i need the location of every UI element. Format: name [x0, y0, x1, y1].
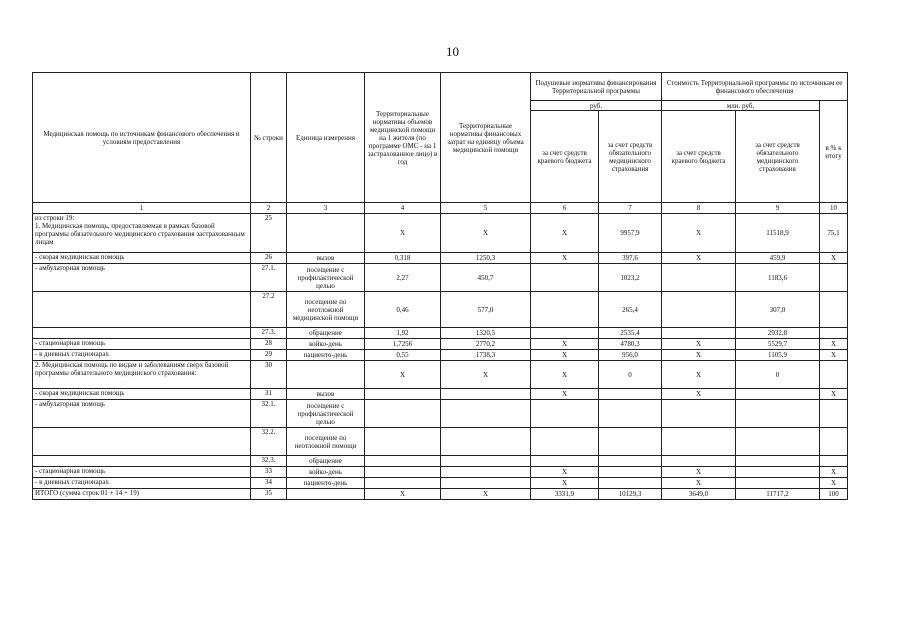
column-number: 4: [365, 203, 441, 214]
row-number: 35: [251, 489, 287, 500]
cell-c5: 1250,3: [441, 253, 531, 264]
row-number: 32.3.: [251, 456, 287, 467]
row-unit: пациенто-день: [287, 350, 365, 361]
cell-c6: [531, 328, 599, 339]
column-number: 7: [599, 203, 662, 214]
row-unit: посещение с профилактической целью: [287, 400, 365, 428]
header-per-capita-group: Подушевые нормативы финансирования Территориальной программы: [531, 73, 662, 101]
cell-c9: [736, 400, 820, 428]
cell-c9: 459,9: [736, 253, 820, 264]
cell-c4: Х: [365, 489, 441, 500]
table-row: [33, 350, 848, 361]
cell-c8: [662, 400, 736, 428]
cell-c6: [531, 428, 599, 456]
cell-c10: [820, 400, 848, 428]
cell-c7: 397,6: [599, 253, 662, 264]
cell-c8: Х: [662, 361, 736, 389]
row-label: - скорая медицинская помощь: [33, 389, 251, 400]
column-number: 10: [820, 203, 848, 214]
row-label: ИТОГО (сумма строк 01 + 14 + 19): [33, 489, 251, 500]
column-number: 5: [441, 203, 531, 214]
cell-c4: [365, 456, 441, 467]
row-number: 29: [251, 350, 287, 361]
header-cost-norm: Территориальные нормативы финансовых затрат на единицу объема медицинской помощи: [441, 73, 531, 203]
row-label: [33, 456, 251, 467]
cell-c6: Х: [531, 253, 599, 264]
header-row-number: № строки: [251, 73, 287, 203]
table-row: [33, 428, 848, 456]
header-unit: Единица измерения: [287, 73, 365, 203]
cell-c7: 956,0: [599, 350, 662, 361]
row-label: [33, 292, 251, 328]
row-unit: [287, 489, 365, 500]
cell-c10: [820, 361, 848, 389]
cell-c6: Х: [531, 478, 599, 489]
row-number: 34: [251, 478, 287, 489]
cell-c10: [820, 456, 848, 467]
row-unit: посещение с профилактической целью: [287, 264, 365, 292]
table-row: [33, 361, 848, 389]
column-number: 6: [531, 203, 599, 214]
header-cost-group: Стоимость Территориальной программы по источникам ее финансового обеспечения: [662, 73, 848, 101]
cell-c7: 10129,3: [599, 489, 662, 500]
cell-c5: Х: [441, 214, 531, 253]
cell-c4: Х: [365, 214, 441, 253]
table-row: [33, 339, 848, 350]
row-unit: обращение: [287, 456, 365, 467]
cell-c7: [599, 400, 662, 428]
row-label: - стационарная помощь: [33, 467, 251, 478]
cell-c6: Х: [531, 361, 599, 389]
row-number: 28: [251, 339, 287, 350]
cell-c8: Х: [662, 339, 736, 350]
cell-c10: [820, 428, 848, 456]
cell-c8: Х: [662, 253, 736, 264]
cell-c8: Х: [662, 467, 736, 478]
cell-c8: Х: [662, 214, 736, 253]
cell-c5: 450,7: [441, 264, 531, 292]
row-number: 30: [251, 361, 287, 389]
row-number: 27.3.: [251, 328, 287, 339]
row-unit: койко-день: [287, 339, 365, 350]
cell-c10: 75,1: [820, 214, 848, 253]
cell-c9: [736, 467, 820, 478]
row-unit: пациенто-день: [287, 478, 365, 489]
row-label: 2. Медицинская помощь по видам и заболеваниям сверх базовой программы обязательного медицинского страхования:: [33, 361, 251, 389]
row-number: 26: [251, 253, 287, 264]
row-label: - в дневных стационарах: [33, 478, 251, 489]
table-row: [33, 253, 848, 264]
row-number: 25: [251, 214, 287, 253]
cell-c10: Х: [820, 467, 848, 478]
cell-c6: [531, 456, 599, 467]
cell-c7: 265,4: [599, 292, 662, 328]
row-unit: [287, 361, 365, 389]
cell-c8: [662, 292, 736, 328]
row-unit: обращение: [287, 328, 365, 339]
table-body: [33, 214, 848, 500]
row-number: 27.2: [251, 292, 287, 328]
row-unit: посещение по неотложной медицинской помощи: [287, 292, 365, 328]
column-number: 2: [251, 203, 287, 214]
row-number: 31: [251, 389, 287, 400]
column-number: 9: [736, 203, 820, 214]
row-label: [33, 428, 251, 456]
cell-c9: 0: [736, 361, 820, 389]
cell-c9: [736, 389, 820, 400]
cell-c5: 1320,5: [441, 328, 531, 339]
cell-c4: 2,27: [365, 264, 441, 292]
cell-c10: Х: [820, 350, 848, 361]
table-row: [33, 264, 848, 292]
table-row: [33, 328, 848, 339]
cell-c4: [365, 467, 441, 478]
row-label: - амбулаторная помощь: [33, 264, 251, 292]
cell-c4: [365, 400, 441, 428]
cell-c10: 100: [820, 489, 848, 500]
cell-c6: Х: [531, 350, 599, 361]
column-number: 3: [287, 203, 365, 214]
row-label: - скорая медицинская помощь: [33, 253, 251, 264]
cell-c4: Х: [365, 361, 441, 389]
cell-c7: [599, 428, 662, 456]
cell-c5: [441, 456, 531, 467]
cell-c7: 9957,9: [599, 214, 662, 253]
row-unit: [287, 214, 365, 253]
cell-c4: 0,318: [365, 253, 441, 264]
cell-c9: 5529,7: [736, 339, 820, 350]
cell-c5: [441, 478, 531, 489]
header-unit-rub: руб.: [531, 101, 662, 111]
cell-c9: 11518,9: [736, 214, 820, 253]
cell-c8: Х: [662, 389, 736, 400]
header-regional-budget-cost: за счет средств краевого бюджета: [662, 111, 736, 203]
cell-c5: [441, 389, 531, 400]
header-unit-mln: млн. руб.: [662, 101, 820, 111]
table-row: [33, 389, 848, 400]
header-oms-percapita: за счет средств обязательного медицинского страхования: [599, 111, 662, 203]
table-row: [33, 292, 848, 328]
cell-c5: 1738,3: [441, 350, 531, 361]
row-label: - стационарная помощь: [33, 339, 251, 350]
cell-c5: 2770,2: [441, 339, 531, 350]
cell-c5: [441, 400, 531, 428]
row-number: 32.1.: [251, 400, 287, 428]
cell-c4: 0,46: [365, 292, 441, 328]
column-numbers-row: [33, 203, 848, 214]
header-care-type: Медицинская помощь по источникам финансового обеспечения и условиям предоставления: [33, 73, 251, 203]
cell-c6: 3331,9: [531, 489, 599, 500]
cell-c7: [599, 478, 662, 489]
cell-c8: Х: [662, 350, 736, 361]
table-row: [33, 400, 848, 428]
table-row: [33, 214, 848, 253]
cell-c9: 2932,8: [736, 328, 820, 339]
row-label: - амбулаторная помощь: [33, 400, 251, 428]
cell-c6: Х: [531, 467, 599, 478]
cell-c10: [820, 264, 848, 292]
cell-c5: Х: [441, 489, 531, 500]
row-unit: вызов: [287, 389, 365, 400]
table-row: [33, 467, 848, 478]
header-percent: в % к итогу: [820, 101, 848, 203]
row-number: 32.2.: [251, 428, 287, 456]
cell-c7: 1023,2: [599, 264, 662, 292]
row-unit: койко-день: [287, 467, 365, 478]
cell-c8: [662, 264, 736, 292]
cell-c5: 577,0: [441, 292, 531, 328]
cell-c4: [365, 478, 441, 489]
cell-c9: 1183,6: [736, 264, 820, 292]
row-label: [33, 328, 251, 339]
cell-c9: [736, 478, 820, 489]
cell-c8: [662, 456, 736, 467]
cell-c4: 1,7256: [365, 339, 441, 350]
table-row: [33, 489, 848, 500]
cell-c8: [662, 328, 736, 339]
row-label: из строки 19: 1. Медицинская помощь, предоставляемая в рамках базовой программы обязательного медицинского страхования застрахованным лицам: [33, 214, 251, 253]
cell-c9: 1105,9: [736, 350, 820, 361]
column-number: 1: [33, 203, 251, 214]
cell-c4: 1,92: [365, 328, 441, 339]
financing-table: [32, 72, 848, 500]
cell-c10: [820, 292, 848, 328]
cell-c10: Х: [820, 389, 848, 400]
table-row: [33, 478, 848, 489]
cell-c9: 307,0: [736, 292, 820, 328]
cell-c10: Х: [820, 478, 848, 489]
row-number: 33: [251, 467, 287, 478]
cell-c4: [365, 428, 441, 456]
cell-c10: Х: [820, 339, 848, 350]
cell-c7: 4780,3: [599, 339, 662, 350]
header-regional-budget-percapita: за счет средств краевого бюджета: [531, 111, 599, 203]
cell-c6: Х: [531, 339, 599, 350]
page-number: 10: [446, 44, 459, 59]
header-oms-cost: за счет средств обязательного медицинского страхования: [736, 111, 820, 203]
row-label: - в дневных стационарах: [33, 350, 251, 361]
header-volume-norm: Территориальные нормативы объемов медицинской помощи на 1 жителя (по программе ОМС - на 1 застрахованное лицо) в год: [365, 73, 441, 203]
cell-c4: [365, 389, 441, 400]
cell-c6: Х: [531, 214, 599, 253]
cell-c6: [531, 264, 599, 292]
cell-c7: 0: [599, 361, 662, 389]
cell-c5: [441, 467, 531, 478]
cell-c6: Х: [531, 389, 599, 400]
cell-c7: [599, 467, 662, 478]
cell-c9: 11717,2: [736, 489, 820, 500]
cell-c6: [531, 292, 599, 328]
cell-c10: Х: [820, 253, 848, 264]
cell-c9: [736, 428, 820, 456]
cell-c7: 2535,4: [599, 328, 662, 339]
cell-c9: [736, 456, 820, 467]
row-unit: вызов: [287, 253, 365, 264]
column-number: 8: [662, 203, 736, 214]
cell-c8: 3649,0: [662, 489, 736, 500]
row-unit: посещение по неотложной помощи: [287, 428, 365, 456]
table-row: [33, 456, 848, 467]
cell-c8: [662, 428, 736, 456]
row-number: 27.1.: [251, 264, 287, 292]
cell-c8: Х: [662, 478, 736, 489]
cell-c7: [599, 389, 662, 400]
cell-c7: [599, 456, 662, 467]
cell-c10: [820, 328, 848, 339]
cell-c6: [531, 400, 599, 428]
cell-c5: [441, 428, 531, 456]
cell-c4: 0,55: [365, 350, 441, 361]
cell-c5: Х: [441, 361, 531, 389]
